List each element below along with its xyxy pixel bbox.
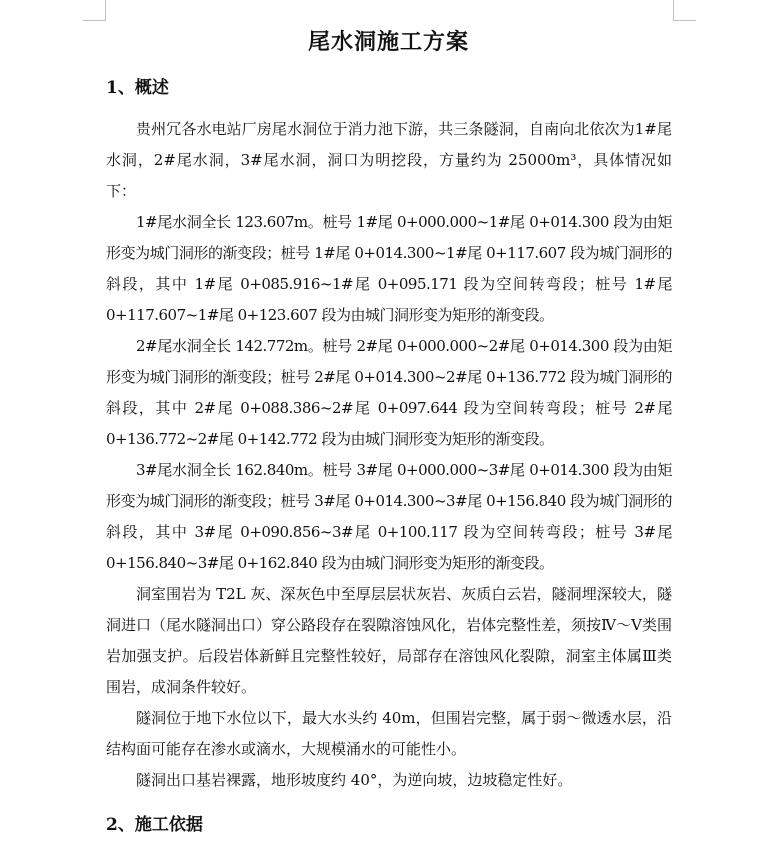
section-overview-body (106, 114, 672, 796)
document-title: 尾水洞施工方案 (307, 29, 469, 55)
paragraph-tunnel-2: 2#尾水洞全长 142.772m。桩号 2#尾 0+000.000~2#尾 0+014.300 段为由矩形变为城门洞形的渐变段；桩号 2#尾 0+014.300~2#尾 0+136.772 段为城门洞形的斜段，其中 2#尾 0+088.386~2#尾 0+097.644 段为空间转弯段；桩号 2#尾 0+136.772~2#尾 0+142.772 段为由城门洞形变为矩形的渐变段。 (106, 337, 672, 448)
paragraph-tunnel-1: 1#尾水洞全长 123.607m。桩号 1#尾 0+000.000~1#尾 0+014.300 段为由矩形变为城门洞形的渐变段；桩号 1#尾 0+014.300~1#尾 0+117.607 段为城门洞形的斜段，其中 1#尾 0+085.916~1#尾 0+095.171 段为空间转弯段；桩号 1#尾 0+117.607~1#尾 0+123.607 段为由城门洞形变为矩形的渐变段。 (106, 213, 672, 324)
paragraph-intro: 贵州冗各水电站厂房尾水洞位于消力池下游，共三条隧洞，自南向北依次为1#尾水洞，2#尾水洞，3#尾水洞，洞口为明挖段，方量约为 25000m³，具体情况如下： (106, 120, 672, 200)
paragraph-groundwater: 隧洞位于地下水位以下，最大水头约 40m，但围岩完整，属于弱～微透水层，沿结构面可能存在渗水或滴水，大规模涌水的可能性小。 (106, 709, 672, 758)
section-heading-overview: 1、概述 (106, 78, 169, 98)
page-margin-corner-top-right (673, 0, 696, 21)
paragraph-outlet-slope: 隧洞出口基岩裸露，地形坡度约 40°，为逆向坡，边坡稳定性好。 (136, 771, 573, 789)
page-margin-corner-top-left (83, 0, 106, 21)
paragraph-surrounding-rock: 洞室围岩为 T2L 灰、深灰色中至厚层层状灰岩、灰质白云岩，隧洞埋深较大，隧洞进口（尾水隧洞出口）穿公路段存在裂隙溶蚀风化，岩体完整性差，须按Ⅳ～Ⅴ类围岩加强支护。后段岩体新鲜且完整性较好，局部存在溶蚀风化裂隙，洞室主体属Ⅲ类围岩，成洞条件较好。 (106, 585, 672, 696)
paragraph-tunnel-3: 3#尾水洞全长 162.840m。桩号 3#尾 0+000.000~3#尾 0+014.300 段为由矩形变为城门洞形的渐变段；桩号 3#尾 0+014.300~3#尾 0+156.840 段为城门洞形的斜段，其中 3#尾 0+090.856~3#尾 0+100.117 段为空间转弯段；桩号 3#尾 0+156.840~3#尾 0+162.840 段为由城门洞形变为矩形的渐变段。 (106, 461, 672, 572)
section-heading-construction-basis: 2、施工依据 (106, 815, 203, 835)
